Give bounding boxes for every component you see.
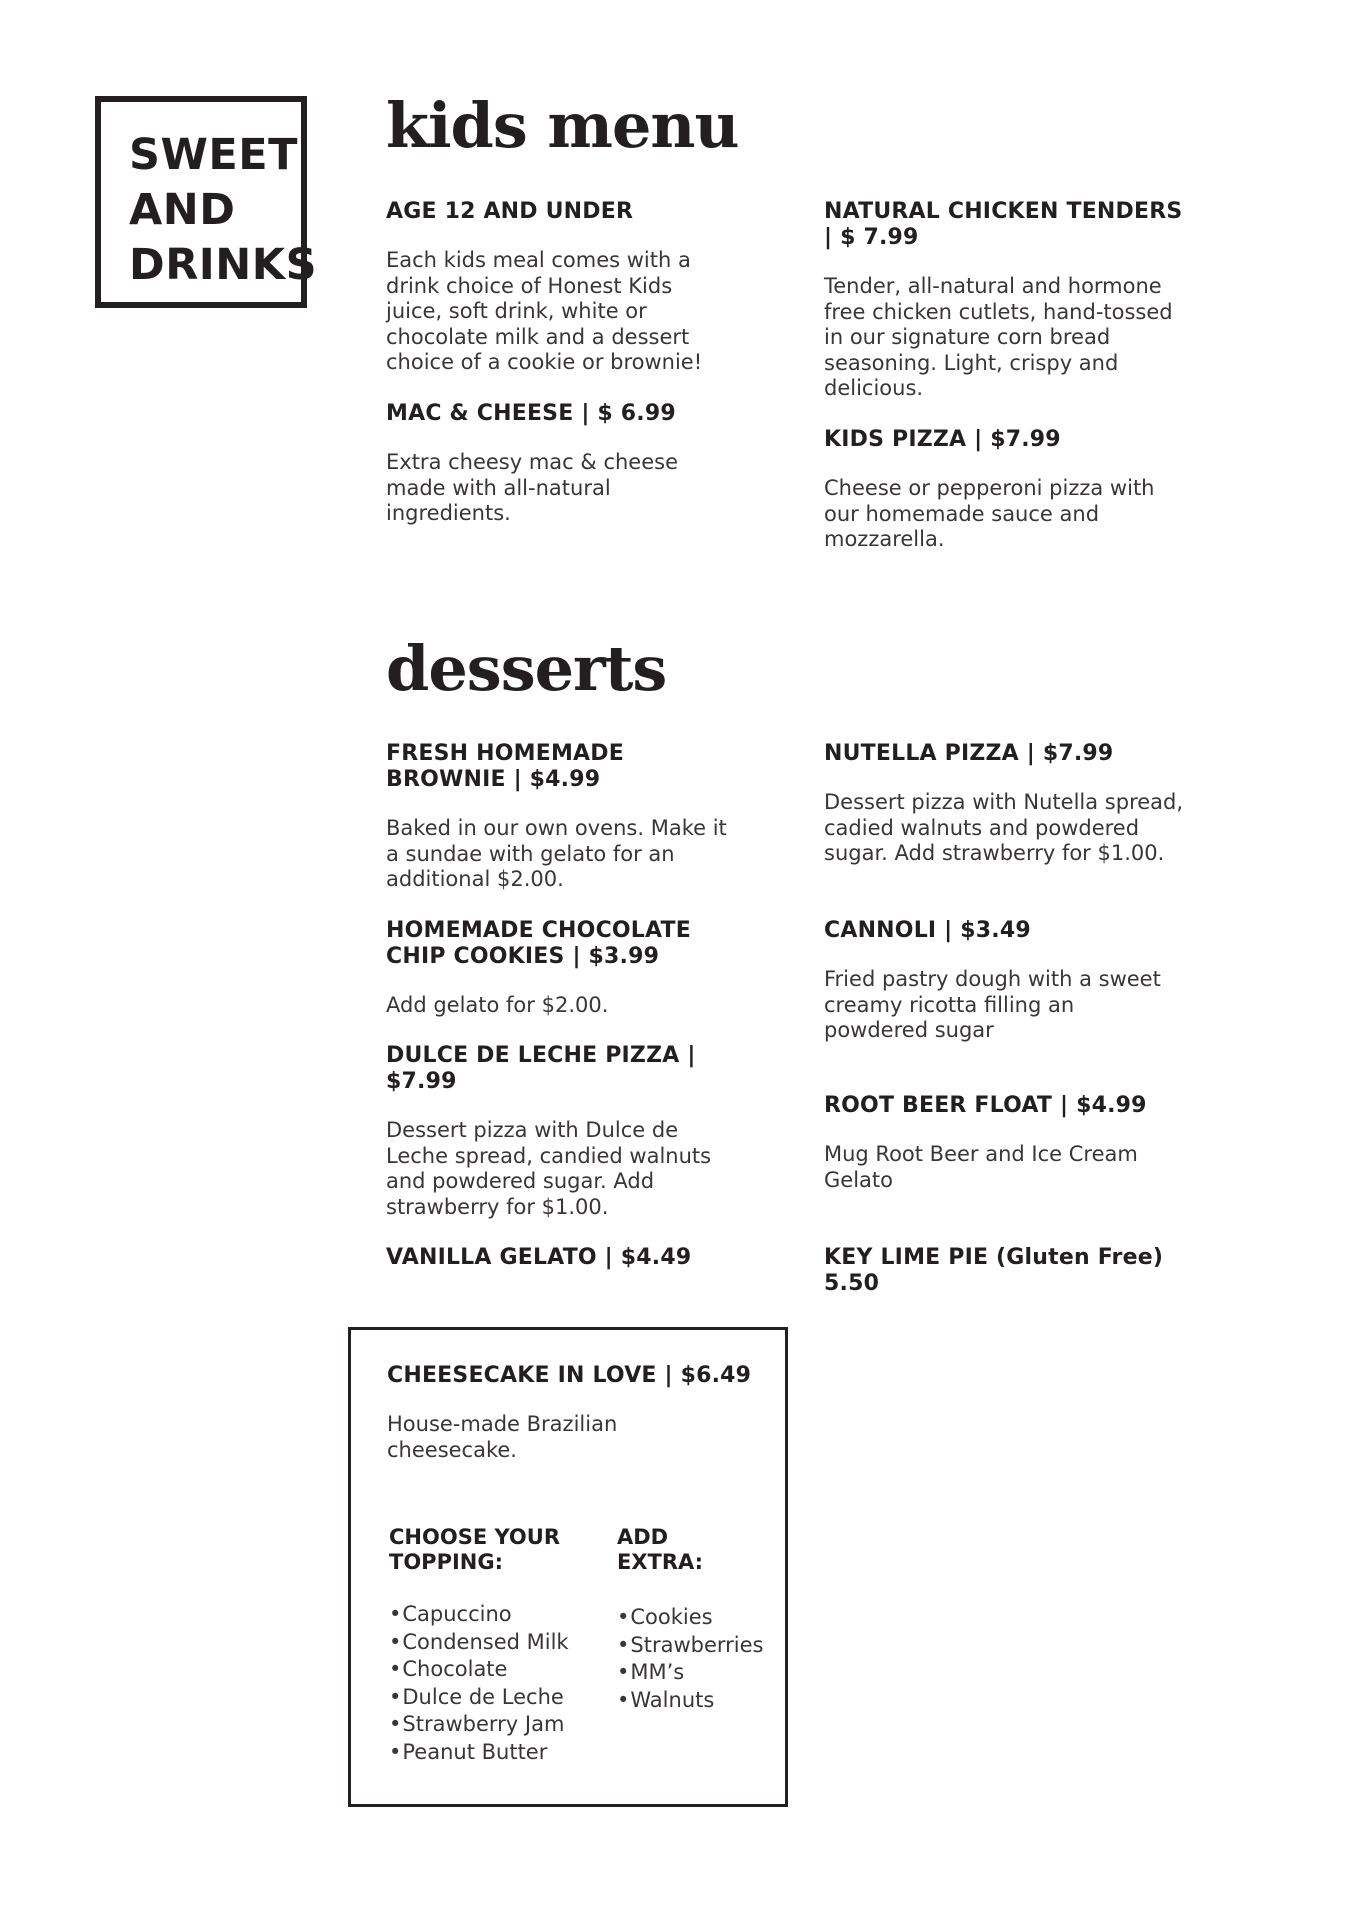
item-name: FRESH HOMEMADE BROWNIE | $4.99 (386, 741, 624, 792)
item-description: Dessert pizza with Nutella spread, cadied walnuts and powdered sugar. Add strawberry for $1.00. (824, 790, 1184, 865)
menu-item (386, 199, 731, 376)
item-name: ROOT BEER FLOAT | $4.99 (824, 1093, 1147, 1118)
item-name: KIDS PIZZA | $7.99 (824, 427, 1061, 452)
item-description: Fried pastry dough with a sweet creamy ricotta filling an powdered sugar (824, 967, 1161, 1042)
list-item: • Strawberries (617, 1632, 777, 1660)
logo-line-2: AND (129, 185, 236, 235)
item-name: HOMEMADE CHOCOLATE CHIP COOKIES | $3.99 (386, 918, 691, 969)
list-item: • Dulce de Leche (389, 1684, 599, 1712)
list-item: • Capuccino (389, 1601, 599, 1629)
item-description: House-made Brazilian cheesecake. (387, 1412, 618, 1462)
logo-line-3: DRINKS (129, 240, 318, 290)
item-name: DULCE DE LECHE PIZZA | $7.99 (386, 1043, 696, 1094)
topping-column (389, 1525, 599, 1766)
item-description: Mug Root Beer and Ice Cream Gelato (824, 1142, 1138, 1192)
item-name: NUTELLA PIZZA | $7.99 (824, 741, 1114, 766)
list-item: • Strawberry Jam (389, 1711, 599, 1739)
extra-list (617, 1604, 777, 1714)
menu-item (386, 741, 731, 893)
item-description: Each kids meal comes with a drink choice of Honest Kids juice, soft drink, white or chocolate milk and a dessert choice of a cookie or brownie! (386, 248, 703, 374)
menu-item (824, 741, 1184, 867)
item-description: Add gelato for $2.00. (386, 993, 609, 1017)
item-name: AGE 12 AND UNDER (386, 199, 634, 224)
item-description: Dessert pizza with Dulce de Leche spread, candied walnuts and powdered sugar. Add strawberry for $1.00. (386, 1118, 712, 1219)
item-name: KEY LIME PIE (Gluten Free) 5.50 (824, 1245, 1164, 1296)
item-name: NATURAL CHICKEN TENDERS | $ 7.99 (824, 199, 1183, 250)
list-item: • Condensed Milk (389, 1629, 599, 1657)
menu-item (386, 1245, 731, 1271)
extra-title: ADD EXTRA: (617, 1525, 704, 1574)
item-description: Baked in our own ovens. Make it a sundae with gelato for an additional $2.00. (386, 816, 727, 891)
item-description: Tender, all-natural and hormone free chicken cutlets, hand-tossed in our signature corn bread seasoning. Light, crispy and delicious. (824, 274, 1173, 400)
item-name: CHEESECAKE IN LOVE | $6.49 (387, 1363, 752, 1388)
menu-item (824, 199, 1184, 402)
logo-text (129, 128, 317, 293)
list-item: • Walnuts (617, 1687, 777, 1715)
list-item: • Cookies (617, 1604, 777, 1632)
cheesecake-box (348, 1327, 788, 1807)
topping-list (389, 1601, 599, 1766)
menu-item (387, 1363, 767, 1463)
logo-line-1: SWEET (129, 130, 298, 180)
item-name: MAC & CHEESE | $ 6.99 (386, 401, 676, 426)
menu-item (824, 1093, 1184, 1193)
desserts-title: desserts (386, 632, 667, 705)
item-name: VANILLA GELATO | $4.49 (386, 1245, 692, 1270)
list-item: • MM’s (617, 1659, 777, 1687)
list-item: • Peanut Butter (389, 1739, 599, 1767)
menu-item (386, 918, 731, 1019)
item-description: Cheese or pepperoni pizza with our homemade sauce and mozzarella. (824, 476, 1155, 551)
menu-item (386, 1043, 731, 1220)
menu-item (824, 918, 1184, 1044)
menu-item (386, 401, 731, 527)
item-name: CANNOLI | $3.49 (824, 918, 1031, 943)
kids-menu-title: kids menu (386, 89, 739, 162)
list-item: • Chocolate (389, 1656, 599, 1684)
item-description: Extra cheesy mac & cheese made with all-natural ingredients. (386, 450, 679, 525)
menu-item (824, 1245, 1184, 1297)
topping-title: CHOOSE YOUR TOPPING: (389, 1525, 561, 1574)
logo-box (95, 96, 318, 308)
menu-item (824, 427, 1184, 553)
extra-column (617, 1525, 777, 1714)
